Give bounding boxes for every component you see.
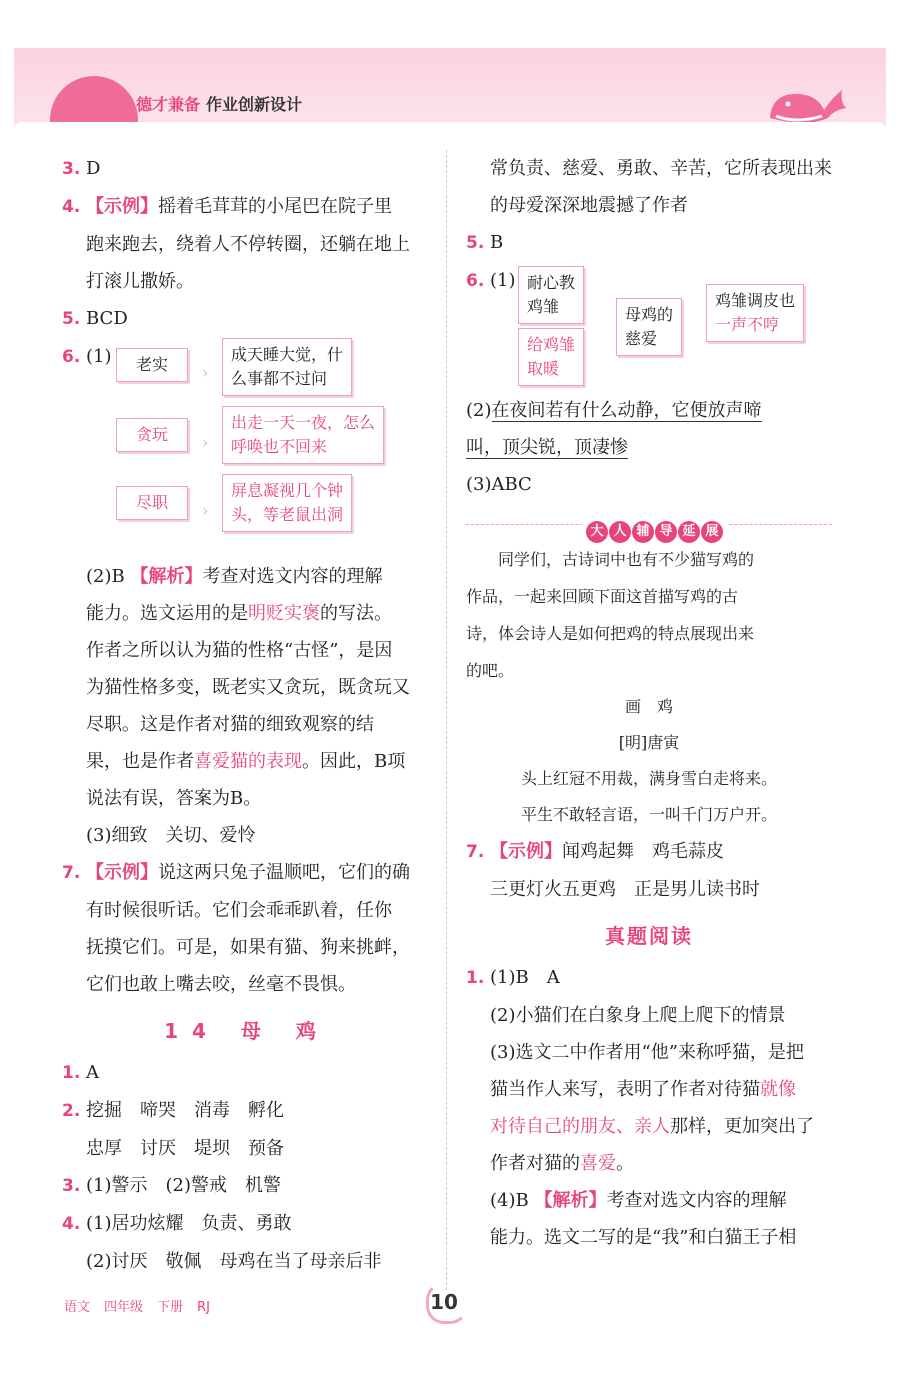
answer-5: 5. BCD (62, 308, 128, 329)
page-header (14, 48, 886, 132)
answer-7-b: 7. 【示例】闻鸡起舞 鸡毛蒜皮 (466, 841, 724, 862)
page-number: 10 (430, 1290, 458, 1314)
lesson-answer-1: 1. A (62, 1062, 99, 1083)
reading-title: 真题阅读 (605, 924, 693, 948)
lesson-answer-4: 4. (1)居功炫耀 负责、勇敢 (62, 1213, 292, 1234)
map-key-1: 老实 (116, 348, 188, 382)
poem: 画 鸡 [明]唐寅 头上红冠不用裁，满身雪白走将来。 平生不敢轻言语，一叫千门万户开。 (466, 689, 832, 833)
poem-author: [明]唐寅 (618, 733, 680, 752)
header-title (136, 92, 302, 115)
map-desc-3: 屏息凝视几个钟 头，等老鼠出洞 (222, 474, 352, 532)
column-divider (446, 150, 447, 1290)
lesson-answer-3: 3. (1)警示 (2)警戒 机警 (62, 1175, 281, 1196)
answer-7: 7. 【示例】说这两只兔子温顺吧，它们的确 (62, 862, 410, 883)
map-box-love: 母鸡的 慈爱 (616, 298, 682, 356)
left-column: 3. D 4. 【示例】摇着毛茸茸的小尾巴在院子里 跑来跑去，绕着人不停转圈，还躺在地上 打滚儿撒娇。 5. BCD 6. (1) 老实 › 成天睡大觉，什 么事都不过问 贪玩 › 出走一天一夜，怎么 呼唤也不回来 尽职 › 屏息凝视几个钟 头，等老鼠出洞 (2)B 【解析】考查对选文内容的理解 能力。选文运用的是明贬实褒的写法。 作者之所以认为猫的性格“古怪”，是因 为猫性格多变，既老实又贪玩，既贪玩又 尽职。这是作者对猫的细致观察的结 果，也是作者喜爱猫的表现。因此，B项 说法有误，答案为B。 (3)细致 关切、爱怜 7. 【示例】说这两只兔子温顺吧，它们的确 有时候很听话。它们会乖乖趴着，任你 抚摸它们。可是，如果有猫、狗来挑衅， 它们也敢上嘴去咬，丝毫不畏惧。 14 母 鸡 1. A 2. 挖掘 啼哭 消毒 孵化 忠厚 讨厌 堤坝 预备 3. (1)警示 (2)警戒 机警 4. (1)居功炫耀 负责、勇敢 (2)讨厌 敬佩 母鸡在当了母亲后非 (62, 150, 432, 1280)
answer-6-part2: (2)B 【解析】考查对选文内容的理解 (86, 566, 383, 587)
answer-6-part3: (3)细致 关切、爱怜 (86, 825, 256, 846)
answer-3: 3. D (62, 158, 101, 179)
arrow-icon: › (202, 433, 209, 452)
map-desc-2: 出走一天一夜，怎么 呼唤也不回来 (222, 406, 384, 464)
map-box-warm: 给鸡雏 取暖 (518, 328, 584, 386)
answer-6-part3-b: (3)ABC (466, 474, 532, 495)
map-desc-1: 成天睡大觉，什 么事都不过问 (222, 338, 352, 396)
answer-4: 4. 【示例】摇着毛茸茸的小尾巴在院子里 (62, 196, 392, 217)
answer-5-b: 5. B (466, 232, 504, 253)
series-title: 作业创新设计 (206, 95, 303, 114)
brand-name: 德才兼备 (136, 95, 201, 114)
reading-answer-1: 1. (1)B A (466, 967, 560, 988)
map-key-3: 尽职 (116, 486, 188, 520)
answer-6-mind-map: 6. (1) 老实 › 成天睡大觉，什 么事都不过问 贪玩 › 出走一天一夜，怎么 呼唤也不回来 尽职 › 屏息凝视几个钟 头，等老鼠出洞 (62, 338, 432, 558)
header-wave (14, 122, 886, 132)
arrow-icon: › (202, 363, 209, 382)
answer-6-mind-map-b: 6. (1) 耐心教 鸡雏 给鸡雏 取暖 母鸡的 慈爱 鸡雏调皮也 一声不哼 (466, 262, 832, 392)
right-column: 常负责、慈爱、勇敢、辛苦，它所表现出来 的母爱深深地震撼了作者 5. B 6. (1) 耐心教 鸡雏 给鸡雏 取暖 母鸡的 慈爱 鸡雏调皮也 一声不哼 (2)在夜间若有什么动静，它便放声啼 叫，顶尖锐，顶凄惨 (3)ABC 大 人 辅 导 延 展 同学们，古诗词中也有不少猫写鸡的 作品，一起来回顾下面这首描写鸡的古 诗，体会诗人是如何把鸡的特点展现出来 的吧。 画 鸡 [明]唐寅 头上红冠不用裁，满身雪白走将来。 平生不敢轻言语，一叫千门万户开。 7. 【示例】闻鸡起舞 鸡毛蒜皮 三更灯火五更鸡 正是男儿读书时 真题阅读 1. (1)B A (2)小猫们在白象身上爬上爬下的情景 (3)选文二中作者用“他”来称呼猫，是把 猫当作人来写，表明了作者对待猫就像 对待自己的朋友、亲人那样，更加突出了 作者对猫的喜爱。 (4)B 【解析】考查对选文内容的理解 能力。选文二写的是“我”和白猫王子相 (466, 158, 832, 1248)
footer-info: 语文 四年级 下册 RJ (64, 1300, 210, 1315)
lesson-title: 14 母 鸡 (164, 1019, 330, 1043)
poem-title: 画 鸡 (624, 697, 673, 716)
map-key-2: 贪玩 (116, 418, 188, 452)
map-box-quiet: 鸡雏调皮也 一声不哼 (706, 284, 804, 342)
arrow-icon: › (202, 501, 209, 520)
lesson-answer-2: 2. 挖掘 啼哭 消毒 孵化 (62, 1100, 284, 1121)
extension-header: 大 人 辅 导 延 展 (466, 509, 832, 539)
map-box-teach: 耐心教 鸡雏 (518, 266, 584, 324)
answer-6-part2-b: (2)在夜间若有什么动静，它便放声啼 (466, 400, 762, 421)
